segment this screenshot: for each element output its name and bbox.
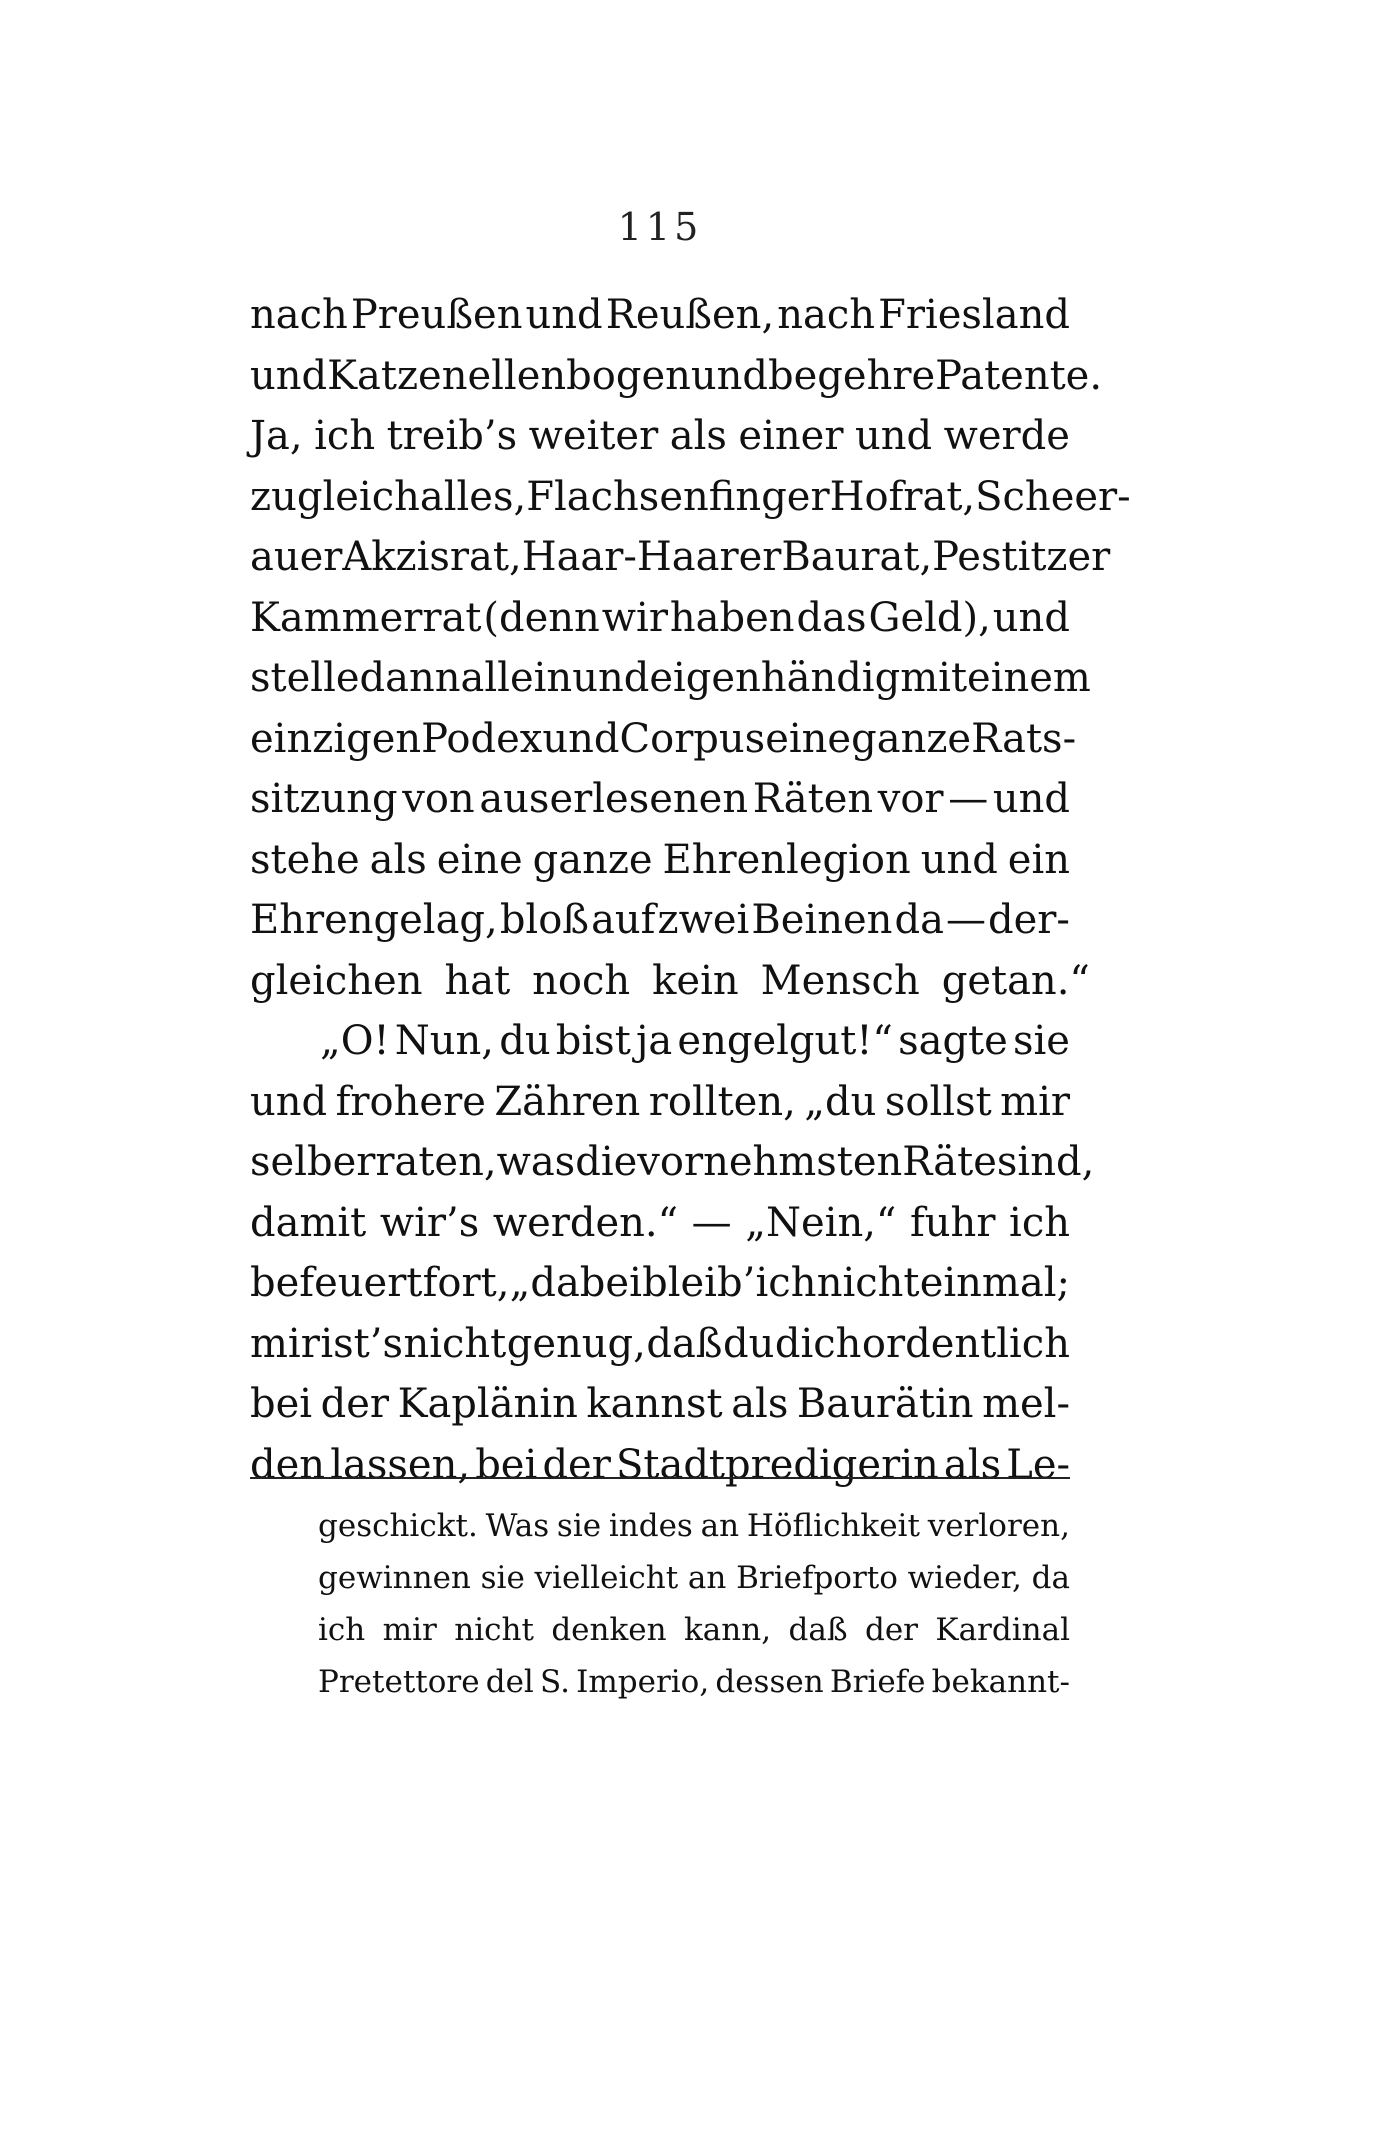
word: treib’s <box>386 413 518 459</box>
word: Kammerrat <box>250 594 482 641</box>
word: S. <box>539 1664 570 1700</box>
body-line <box>250 1193 1070 1254</box>
word: indes <box>608 1508 693 1544</box>
word: zugleich <box>250 473 420 520</box>
word: und <box>992 594 1070 641</box>
word: alles, <box>419 473 527 520</box>
word: da <box>894 897 944 943</box>
word: raten, <box>375 1139 497 1185</box>
word: Scheer- <box>975 473 1131 520</box>
word: del <box>485 1664 534 1700</box>
word: Stadtpredigerin <box>616 1441 939 1488</box>
word: der <box>320 1381 390 1427</box>
word: Kaplänin <box>397 1381 578 1427</box>
footnote-line <box>318 1604 1070 1656</box>
word: ist’s <box>320 1320 403 1367</box>
word: und <box>525 292 603 338</box>
word: daß <box>646 1320 723 1367</box>
word: Baurätin <box>796 1381 974 1427</box>
word: ganze <box>532 836 653 883</box>
body-line <box>250 285 1070 346</box>
word: und <box>250 352 328 399</box>
word: allein <box>460 655 573 701</box>
word: — <box>948 776 989 822</box>
word: — <box>945 897 986 943</box>
footnote-line <box>318 1500 1070 1552</box>
body-line <box>250 890 1070 951</box>
body-line <box>250 1072 1070 1133</box>
word: stelle <box>250 655 360 701</box>
body-text <box>250 285 1131 1495</box>
word: kannst <box>586 1381 723 1427</box>
word: wieder, <box>907 1560 1022 1596</box>
body-line <box>250 1314 1070 1375</box>
word: sollst <box>884 1078 992 1125</box>
body-line <box>250 951 1090 1012</box>
word: Ehrengelag, <box>250 897 498 943</box>
word: geschickt. <box>318 1508 478 1544</box>
word: Zähren <box>494 1078 641 1125</box>
word: Baurat, <box>781 534 933 580</box>
word: dann <box>359 655 461 701</box>
word: Was <box>485 1508 550 1544</box>
word: sitzung <box>250 776 398 822</box>
word: der <box>864 1612 918 1648</box>
word: verloren, <box>927 1508 1070 1544</box>
word: engelgut!“ <box>677 1018 893 1064</box>
word: ordentlich <box>861 1320 1070 1367</box>
word: frohere <box>335 1078 486 1125</box>
word: den <box>250 1441 326 1488</box>
word: Patente. <box>935 352 1103 399</box>
word: Flachsenfinger <box>526 473 830 520</box>
word: du <box>723 1320 775 1367</box>
word: Mensch <box>760 957 920 1004</box>
word: mir <box>250 1320 320 1367</box>
body-line <box>250 769 1070 830</box>
word: werde <box>943 413 1070 459</box>
word: noch <box>532 957 631 1004</box>
word: auserlesenen <box>479 776 749 822</box>
word: ich <box>318 1612 366 1648</box>
word: kein <box>652 957 739 1004</box>
word: selber <box>250 1139 376 1185</box>
word: Beinen <box>751 897 893 943</box>
word: einem <box>967 655 1091 701</box>
word: als <box>369 836 427 883</box>
word: kann, <box>684 1612 772 1648</box>
word: nicht <box>816 1260 920 1306</box>
word: eine <box>765 715 852 762</box>
body-line <box>250 1253 1070 1314</box>
word: und <box>542 715 620 762</box>
word: einzigen <box>250 715 422 762</box>
word: an <box>700 1508 740 1544</box>
word: du <box>499 1018 551 1064</box>
word: Räten <box>752 776 874 822</box>
word: wir <box>601 594 668 641</box>
word: fort, <box>422 1260 510 1306</box>
word: Reußen, <box>605 292 775 338</box>
word: Nun, <box>394 1018 495 1064</box>
body-line <box>250 709 1077 770</box>
word: zwei <box>657 897 750 943</box>
word: befeuert <box>250 1260 423 1306</box>
word: „O! <box>320 1018 390 1064</box>
body-line <box>250 406 1070 467</box>
word: mel- <box>982 1381 1070 1427</box>
word: haben <box>669 594 795 641</box>
word: was <box>496 1139 576 1185</box>
word: Rats- <box>971 715 1077 762</box>
word: sagte <box>898 1018 1008 1064</box>
word: bloß <box>499 897 590 943</box>
body-line <box>250 1132 1095 1193</box>
word: die <box>575 1139 638 1185</box>
word: an <box>687 1560 727 1596</box>
word: Ehrenlegion <box>662 836 911 883</box>
word: „Nein,“ <box>745 1199 897 1246</box>
word: Pretettore <box>318 1664 480 1700</box>
word: einmal; <box>919 1260 1070 1306</box>
word: auer <box>250 534 343 580</box>
word: Corpus <box>619 715 766 762</box>
word: Imperio, <box>576 1664 710 1700</box>
word: Akzisrat, <box>342 534 522 580</box>
word: genug, <box>506 1320 646 1367</box>
word: ja <box>635 1018 673 1064</box>
body-line <box>250 346 1103 407</box>
footnote-line <box>318 1656 1070 1708</box>
word: vornehmsten <box>637 1139 903 1185</box>
word: nach <box>777 292 875 338</box>
body-line <box>250 1435 1070 1496</box>
word: Hofrat, <box>829 473 976 520</box>
body-line <box>250 1011 1070 1072</box>
word: Geld), <box>868 594 991 641</box>
word: gleichen <box>250 957 423 1004</box>
word: auf <box>591 897 656 943</box>
word: ganze <box>851 715 972 762</box>
word: rollten, <box>648 1078 796 1125</box>
word: Katzenellenbogen <box>327 352 691 399</box>
body-line <box>250 648 1091 709</box>
body-line <box>250 1374 1070 1435</box>
word: sie <box>1012 1018 1070 1064</box>
word: und <box>992 776 1070 822</box>
word: „du <box>804 1078 877 1125</box>
word: mit <box>900 655 968 701</box>
word: Ja, <box>250 413 303 459</box>
footnote-line <box>318 1552 1070 1604</box>
word: mir <box>382 1612 437 1648</box>
page-number: 115 <box>617 205 703 249</box>
word: Pestitzer <box>932 534 1111 580</box>
word: — <box>691 1199 732 1246</box>
word: weiter <box>528 413 659 459</box>
word: Briefe <box>829 1664 926 1700</box>
word: sind, <box>996 1139 1095 1185</box>
word: bei <box>475 1441 538 1488</box>
body-line <box>250 588 1070 649</box>
word: Haar-Haarer <box>521 534 782 580</box>
word: dich <box>774 1320 862 1367</box>
word: sie <box>480 1560 525 1596</box>
word: mir <box>1000 1078 1070 1125</box>
word: ein <box>1007 836 1070 883</box>
word: der <box>542 1441 611 1488</box>
word: daß <box>788 1612 848 1648</box>
word: Kardinal <box>935 1612 1070 1648</box>
word: fuhr <box>909 1199 996 1246</box>
body-line <box>250 527 1111 588</box>
word: als <box>731 1381 789 1427</box>
word: dessen <box>715 1664 824 1700</box>
word: (denn <box>483 594 600 641</box>
word: eigenhändig <box>649 655 901 701</box>
word: sie <box>556 1508 602 1544</box>
word: stehe <box>250 836 360 883</box>
word: lassen, <box>330 1441 471 1488</box>
word: da <box>1031 1560 1070 1596</box>
body-line <box>250 830 1070 891</box>
word: als <box>669 413 727 459</box>
word: bekannt- <box>931 1664 1070 1700</box>
word: nach <box>250 292 348 338</box>
word: hat <box>444 957 511 1004</box>
word: ich <box>314 413 376 459</box>
word: eine <box>436 836 523 883</box>
word: begehre <box>768 352 936 399</box>
word: „dabei <box>509 1260 642 1306</box>
word: Le- <box>1006 1441 1070 1488</box>
word: denken <box>551 1612 667 1648</box>
word: bei <box>250 1381 313 1427</box>
word: Briefporto <box>736 1560 898 1596</box>
word: und <box>572 655 650 701</box>
word: getan.“ <box>941 957 1090 1004</box>
word: werden.“ <box>492 1199 679 1246</box>
word: Preußen <box>350 292 523 338</box>
word: gewinnen <box>318 1560 471 1596</box>
word: Podex <box>421 715 543 762</box>
word: ich <box>755 1260 817 1306</box>
word: nicht <box>403 1320 507 1367</box>
word: nicht <box>454 1612 534 1648</box>
word: und <box>250 1078 328 1125</box>
word: Räte <box>902 1139 997 1185</box>
body-line <box>250 467 1131 528</box>
word: und <box>920 836 998 883</box>
word: Höflichkeit <box>746 1508 920 1544</box>
word: das <box>796 594 867 641</box>
footnote-text <box>318 1500 1070 1708</box>
footnote-divider <box>250 1477 1070 1479</box>
word: bist <box>555 1018 631 1064</box>
word: ich <box>1009 1199 1070 1246</box>
word: und <box>690 352 769 399</box>
word: einer <box>738 413 844 459</box>
word: Friesland <box>878 292 1070 338</box>
word: und <box>854 413 933 459</box>
word: der- <box>988 897 1070 943</box>
word: als <box>943 1441 1002 1488</box>
word: bleib’ <box>642 1260 756 1306</box>
word: von <box>402 776 475 822</box>
word: vielleicht <box>534 1560 679 1596</box>
word: damit <box>250 1199 367 1246</box>
word: vor <box>877 776 944 822</box>
word: wir’s <box>379 1199 480 1246</box>
